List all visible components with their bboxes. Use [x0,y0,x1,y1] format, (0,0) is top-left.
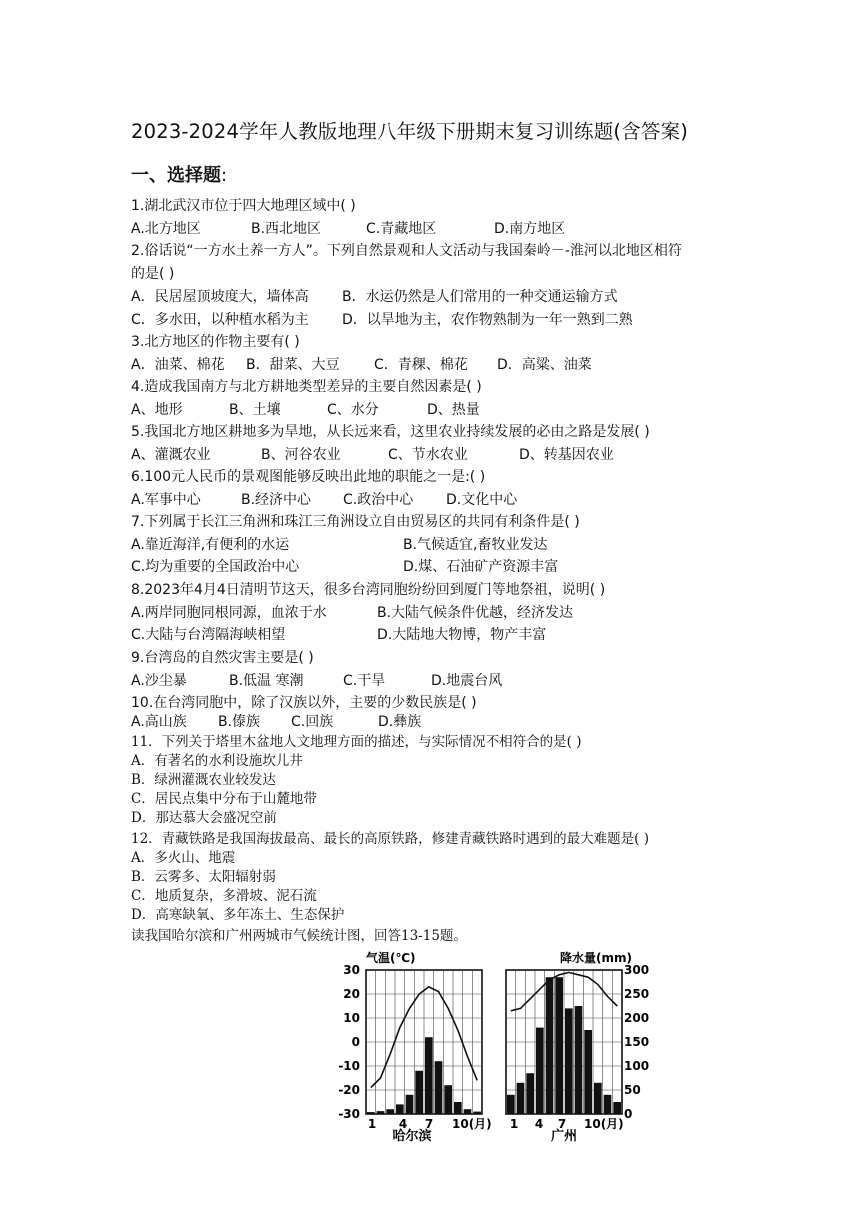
harbin-precip-bar-9 [444,1085,452,1114]
temperature-axis-label: 气温(℃) [366,951,416,965]
temp-tick-30: 30 [343,963,360,977]
q5-option-a: A、灌溉农业 [131,447,211,463]
q7-option-c: C.均为重要的全国政治中心 [131,559,300,575]
harbin-x-tick-10: 10(月) [452,1117,492,1131]
guangzhou-precip-bar-7 [565,1008,573,1114]
q9-option-d: D.地震台风 [431,673,503,689]
q12-option-c: C．地质复杂，多滑坡、泥石流 [131,888,317,904]
q10-option-b: B.傣族 [218,714,261,730]
q7-option-d: D.煤、石油矿产资源丰富 [403,559,559,575]
temp-tick-0: 0 [351,1035,360,1049]
q6-option-d: D.文化中心 [446,492,518,508]
q11-option-a: A．有著名的水利设施坎儿井 [131,753,303,769]
page-title: 2023-2024学年人教版地理八年级下册期末复习训练题(含答案) [131,120,689,143]
harbin-precip-bar-2 [377,1111,385,1114]
harbin-precip-bar-3 [386,1109,394,1114]
q9-option-b: B.低温 寒潮 [229,673,304,689]
q3-option-b: B．甜菜、大豆 [246,357,340,373]
guangzhou-caption: 广州 [550,1129,578,1144]
precip-tick-300: 300 [624,963,650,977]
q4-option-c: C、水分 [327,402,379,418]
harbin-precip-bar-5 [406,1095,414,1114]
guangzhou-precip-bar-8 [575,1006,583,1114]
q2-option-c: C．多水田，以种植水稻为主 [131,312,309,328]
guangzhou-precip-bar-2 [517,1083,525,1114]
temp-tick-10: 10 [343,1011,360,1025]
question-2-stem: 2.俗话说“一方水土养一方人”。下列自然景观和人文活动与我国秦岭－-淮河以北地区相符 [131,243,682,259]
harbin-precip-bar-8 [435,1061,443,1114]
section-colon: : [221,165,228,186]
q7-option-b: B.气候适宜,畜牧业发达 [403,537,548,553]
q4-option-a: A、地形 [131,402,183,418]
q8-option-d: D.大陆地大物博，物产丰富 [377,627,547,643]
harbin-precip-bar-7 [425,1037,433,1114]
question-7-stem: 7.下列属于长江三角洲和珠江三角洲设立自由贸易区的共同有利条件是( ) [131,514,580,530]
q3-option-a: A．油菜、棉花 [131,357,225,373]
q1-option-b: B.西北地区 [251,221,322,237]
harbin-x-tick-4: 4 [398,1117,408,1131]
precip-tick-200: 200 [624,1011,650,1025]
question-5-stem: 5.我国北方地区耕地多为旱地，从长远来看，这里农业持续发展的必由之路是发展( ) [131,424,650,440]
read-prompt: 读我国哈尔滨和广州两城市气候统计图，回答13-15题。 [131,928,467,944]
guangzhou-precip-bar-11 [604,1095,612,1114]
precip-tick-150: 150 [624,1035,650,1049]
question-3-stem: 3.北方地区的作物主要有( ) [131,334,300,350]
q4-option-b: B、土壤 [229,402,281,418]
precip-tick-0: 0 [624,1107,633,1121]
q2-option-a: A．民居屋顶坡度大，墙体高 [131,289,309,305]
q1-option-c: C.青藏地区 [366,221,437,237]
q12-option-a: A．多火山、地震 [131,850,236,866]
question-4-stem: 4.造成我国南方与北方耕地类型差异的主要自然因素是( ) [131,379,482,395]
harbin-precip-bar-10 [454,1102,462,1114]
harbin-precip-bar-4 [396,1104,404,1114]
temp-tick-minus30: -30 [338,1107,360,1121]
question-2-stem-cont: 的是( ) [131,266,175,282]
question-11-stem: 11．下列关于塔里木盆地人文地理方面的描述，与实际情况不相符合的是( ) [131,734,582,750]
section-heading [131,161,227,187]
harbin-precip-bar-12 [473,1112,481,1114]
q9-option-c: C.干旱 [343,673,386,689]
q4-option-d: D、热量 [427,402,480,418]
q2-option-b: B．水运仍然是人们常用的一种交通运输方式 [342,289,618,305]
guangzhou-x-tick-4: 4 [534,1117,544,1131]
guangzhou-precip-bar-3 [526,1073,534,1114]
q8-option-b: B.大陆气候条件优越，经济发达 [377,605,574,621]
question-1-stem: 1.湖北武汉市位于四大地理区域中( ) [131,198,356,214]
guangzhou-x-tick-10: 10(月) [584,1117,624,1131]
q10-option-d: D.彝族 [378,714,422,730]
q8-option-a: A.两岸同胞同根同源，血浓于水 [131,605,327,621]
climate-chart-figure [330,950,660,1145]
temp-tick-minus10: -10 [338,1059,360,1073]
q10-option-c: C.回族 [291,714,334,730]
harbin-x-tick-1: 1 [367,1117,377,1131]
guangzhou-precip-bar-12 [613,1102,621,1114]
guangzhou-precip-bar-6 [555,977,563,1114]
q11-option-b: B．绿洲灌溉农业较发达 [131,772,276,788]
harbin-precip-bar-11 [464,1109,472,1114]
q11-option-d: D．那达慕大会盛况空前 [131,810,277,826]
q12-option-b: B．云雾多、太阳辐射弱 [131,869,276,885]
temp-tick-20: 20 [343,987,360,1001]
precipitation-axis-label: 降水量(mm) [560,951,632,965]
precip-tick-250: 250 [624,987,650,1001]
q1-option-d: D.南方地区 [494,221,566,237]
guangzhou-precip-bar-1 [507,1095,515,1114]
q12-option-d: D．高寒缺氧、多年冻土、生态保护 [131,907,345,923]
temp-tick-minus20: -20 [338,1083,360,1097]
harbin-x-tick-7: 7 [424,1117,434,1131]
harbin-precip-bar-6 [415,1071,423,1114]
q6-option-c: C.政治中心 [343,492,414,508]
question-8-stem: 8.2023年4月4日清明节这天，很多台湾同胞纷纷回到厦门等地祭祖，说明( ) [131,582,606,598]
q11-option-c: C．居民点集中分布于山麓地带 [131,791,317,807]
guangzhou-precip-bar-4 [536,1028,544,1114]
precip-tick-100: 100 [624,1059,650,1073]
harbin-precip-bar-1 [367,1112,375,1114]
q6-option-b: B.经济中心 [241,492,312,508]
precip-tick-50: 50 [624,1083,641,1097]
guangzhou-precip-bar-5 [546,977,554,1114]
harbin-caption: 哈尔滨 [392,1129,432,1144]
guangzhou-precip-bar-10 [594,1083,602,1114]
question-6-stem: 6.100元人民币的景观图能够反映出此地的职能之一是:( ) [131,469,486,485]
chart-marks-layer [366,970,622,1114]
q2-option-d: D．以旱地为主，农作物熟制为一年一熟到二熟 [342,312,633,328]
question-12-stem: 12．青藏铁路是我国海拔最高、最长的高原铁路，修建青藏铁路时遇到的最大难题是( ) [131,831,650,847]
q3-option-c: C．青稞、棉花 [374,357,468,373]
q7-option-a: A.靠近海洋,有便利的水运 [131,537,290,553]
q5-option-b: B、河谷农业 [261,447,341,463]
guangzhou-x-tick-7: 7 [557,1117,567,1131]
climate-charts-svg [330,950,660,1145]
q1-option-a: A.北方地区 [131,221,201,237]
guangzhou-precip-bar-9 [584,1030,592,1114]
q9-option-a: A.沙尘暴 [131,673,187,689]
section-label: 一、选择题 [131,165,221,186]
q5-option-c: C、节水农业 [388,447,468,463]
q5-option-d: D、转基因农业 [519,447,614,463]
guangzhou-x-tick-1: 1 [509,1117,519,1131]
q3-option-d: D．高粱、油菜 [497,357,592,373]
question-10-stem: 10.在台湾同胞中，除了汉族以外，主要的少数民族是( ) [131,695,477,711]
question-9-stem: 9.台湾岛的自然灾害主要是( ) [131,650,314,666]
q6-option-a: A.军事中心 [131,492,201,508]
q10-option-a: A.高山族 [131,714,187,730]
q8-option-c: C.大陆与台湾隔海峡相望 [131,627,286,643]
